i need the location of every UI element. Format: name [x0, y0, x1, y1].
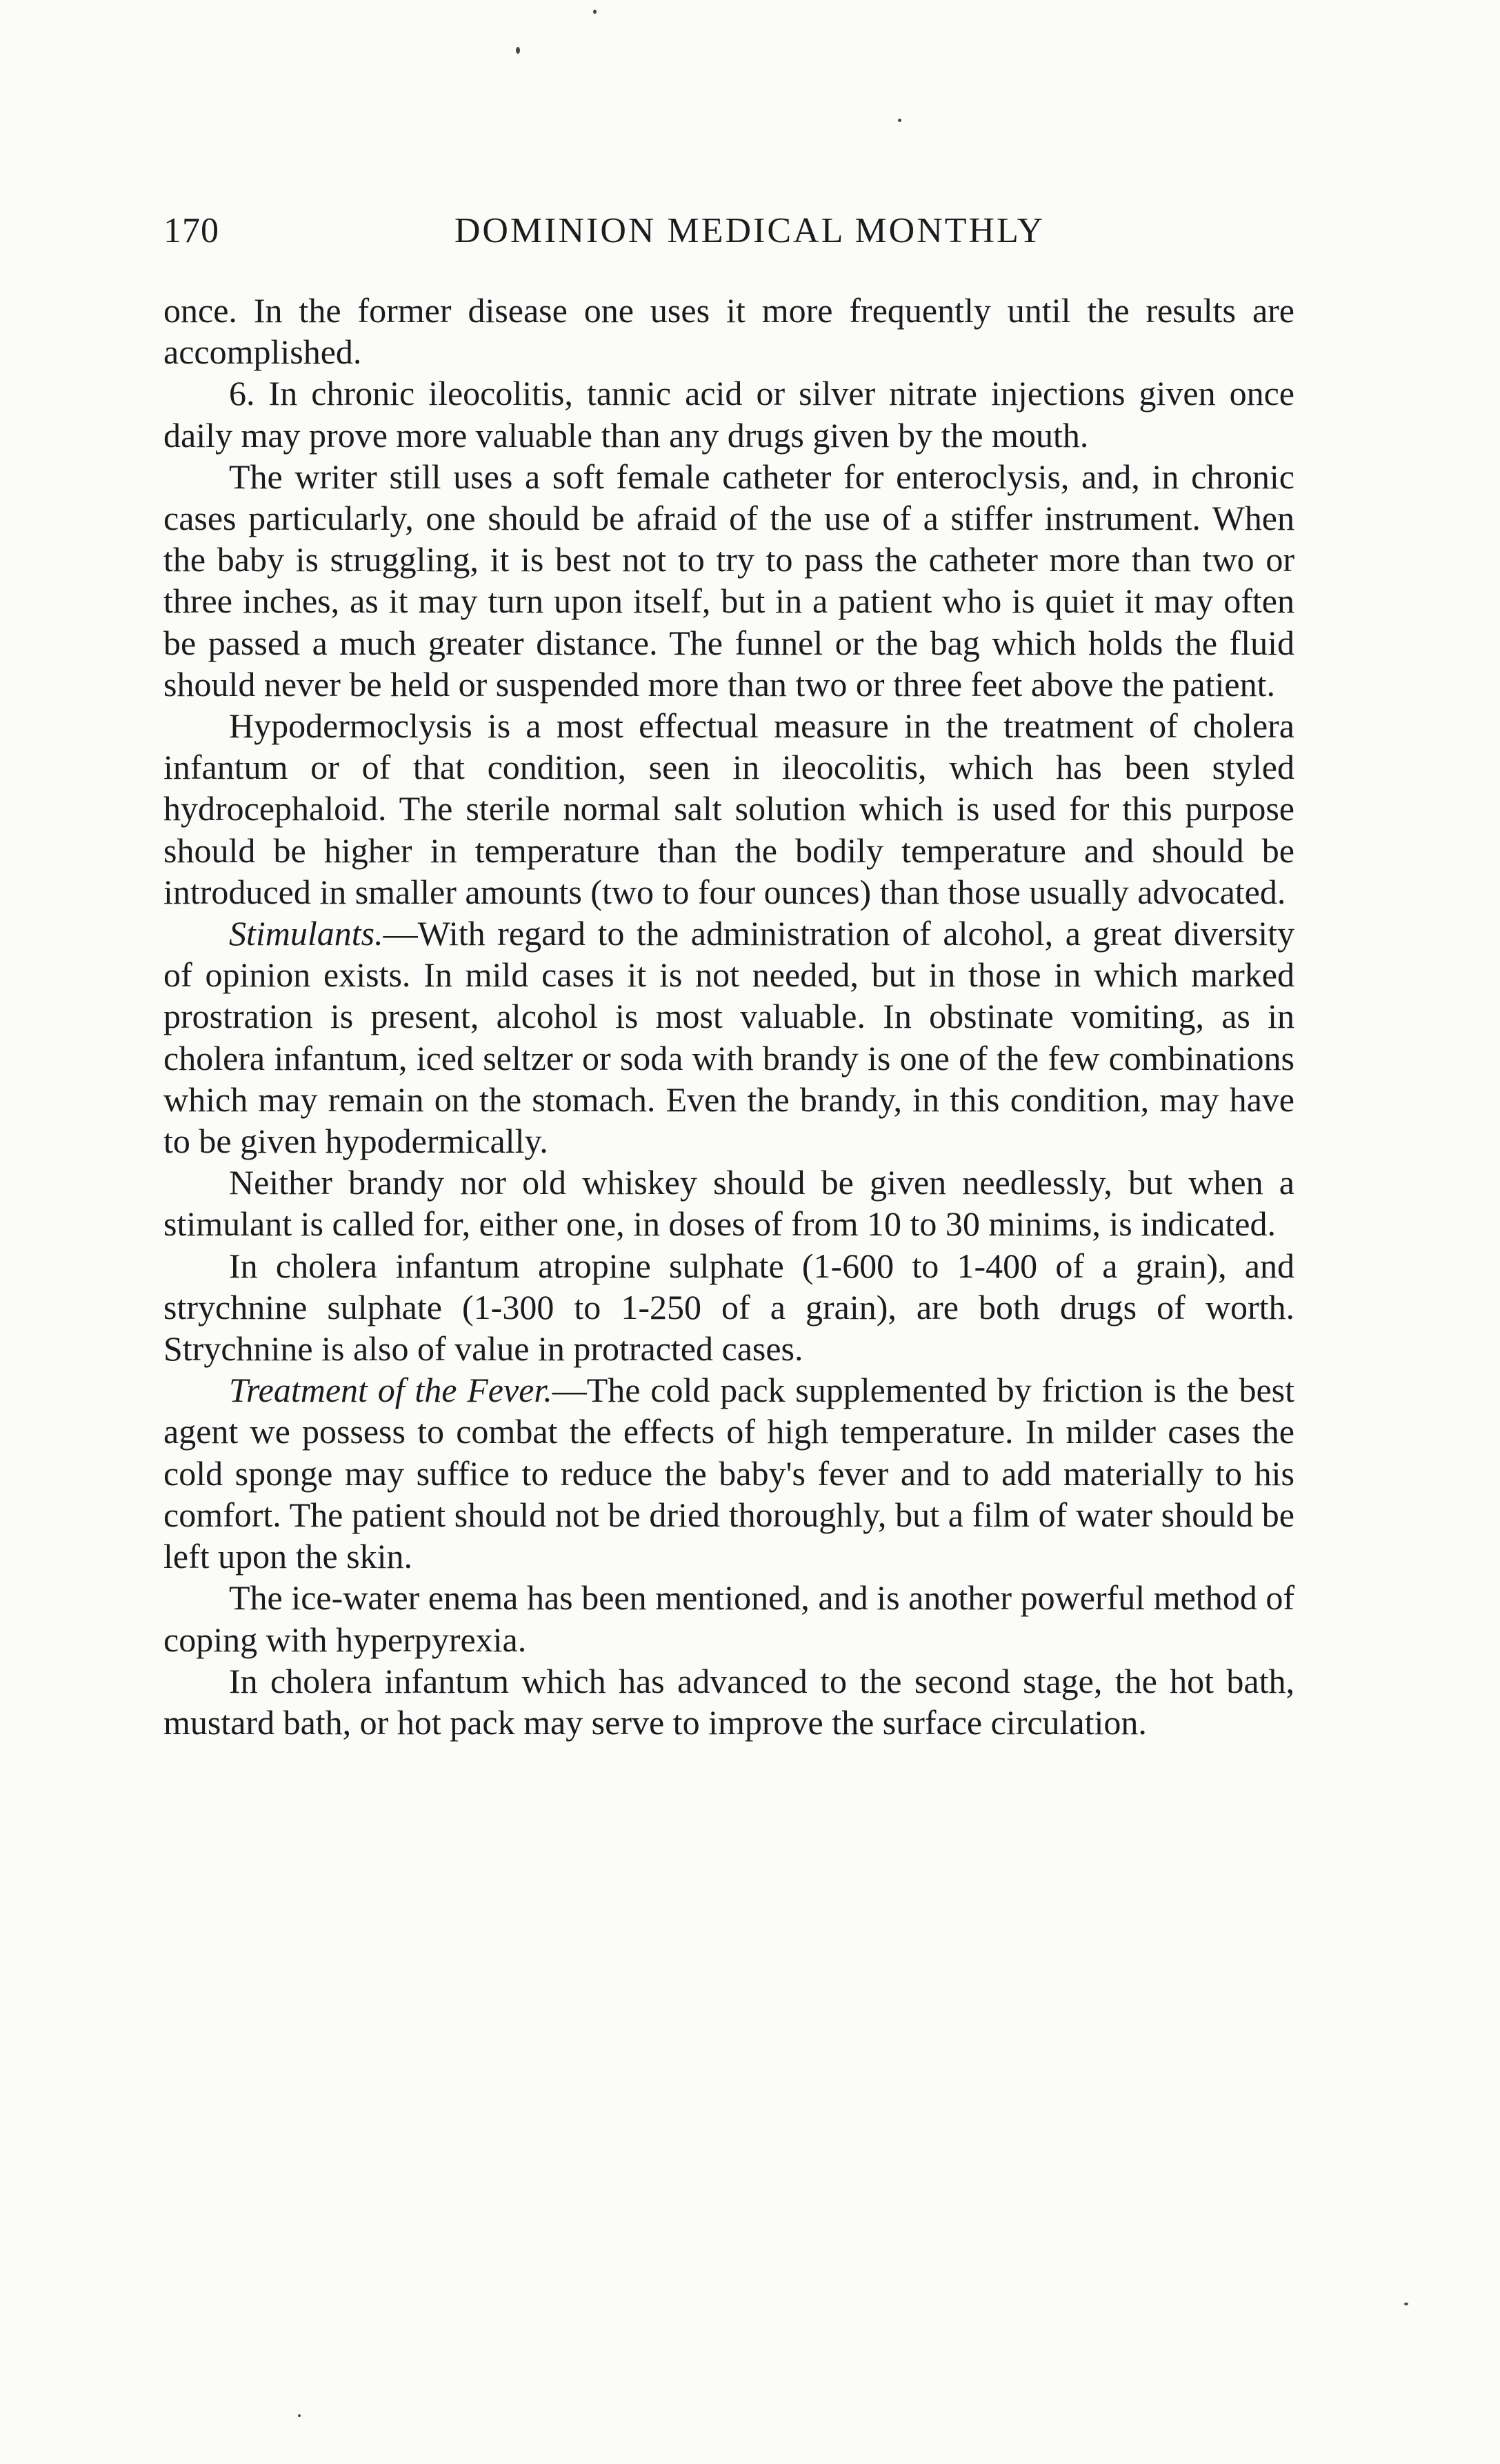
- paragraph-text: Hypodermoclysis is a most effectual measure in the treatment of cholera infantum or of that condition, seen in ileocolitis, which has been styled hydrocephaloid. The sterile normal salt solution which is used for this purpose should be higher in temperature than the bodily temperature and should be introduced in smaller amounts (two to four ounces) than those usually advocated.: [163, 706, 1294, 911]
- paragraph-text: Neither brandy nor old whiskey should be given needlessly, but when a stimulant is called for, either one, in doses of from 10 to 30 minims, is indicated.: [163, 1163, 1294, 1244]
- page-header: [163, 210, 1294, 266]
- paragraph-text: In cholera infantum which has advanced to the second stage, the hot bath, mustard bath, or hot pack may serve to improve the surface circulation.: [163, 1661, 1294, 1742]
- paragraph: [163, 372, 1294, 455]
- scan-speck: [593, 10, 597, 14]
- section-heading: Stimulants.: [229, 914, 383, 953]
- paragraph: [163, 1162, 1294, 1244]
- paragraph: [163, 1577, 1294, 1660]
- page-number: 170: [163, 211, 219, 250]
- paragraph: [163, 290, 1294, 372]
- paragraph-text: —The cold pack supplemented by friction is the best agent we possess to combat the effects of high temperature. In milder cases the cold sponge may suffice to reduce the baby's fever and to add materially to his comfort. The patient should not be dried thoroughly, but a film of water should be left upon the skin.: [163, 1371, 1294, 1576]
- paragraph-text: once. In the former disease one uses it more frequently until the results are accomplished.: [163, 291, 1294, 372]
- paragraph-text: The writer still uses a soft female catheter for enteroclysis, and, in chronic cases particularly, one should be afraid of the use of a stiffer instrument. When the baby is struggling, it is best not to try to pass the catheter more than two or three inches, as it may turn upon itself, but in a patient who is quiet it may often be passed a much greater distance. The funnel or the bag which holds the fluid should never be held or suspended more than two or three feet above the patient.: [163, 457, 1294, 704]
- article-body: [163, 290, 1294, 1743]
- paragraph-text: 6. In chronic ileocolitis, tannic acid or silver nitrate injections given once daily may prove more valuable than any drugs given by the mouth.: [163, 374, 1294, 455]
- running-head: DOMINION MEDICAL MONTHLY: [454, 211, 1046, 250]
- scan-speck: [516, 47, 520, 54]
- paragraph: [163, 913, 1294, 1162]
- paragraph-text: The ice-water enema has been mentioned, and is another powerful method of coping with hyperpyrexia.: [163, 1578, 1294, 1659]
- paragraph: [163, 705, 1294, 913]
- paragraph: [163, 1369, 1294, 1577]
- scan-speck: [1404, 2303, 1408, 2305]
- paragraph-text: —With regard to the administration of alcohol, a great diversity of opinion exists. In mild cases it is not needed, but in those in which marked prostration is present, alcohol is most valuable. In obstinate vomiting, as in cholera infantum, iced seltzer or soda with brandy is one of the few combinations which may remain on the stomach. Even the brandy, in this condition, may have to be given hypodermically.: [163, 914, 1294, 1161]
- paragraph: [163, 1245, 1294, 1370]
- paragraph: [163, 1660, 1294, 1743]
- paragraph-text: In cholera infantum atropine sulphate (1-600 to 1-400 of a grain), and strychnine sulphate (1-300 to 1-250 of a grain), are both drugs of worth. Strychnine is also of value in protracted cases.: [163, 1246, 1294, 1369]
- scan-speck: [898, 119, 901, 122]
- section-heading: Treatment of the Fever.: [229, 1371, 552, 1410]
- paragraph: [163, 456, 1294, 705]
- scan-speck: [298, 2414, 301, 2417]
